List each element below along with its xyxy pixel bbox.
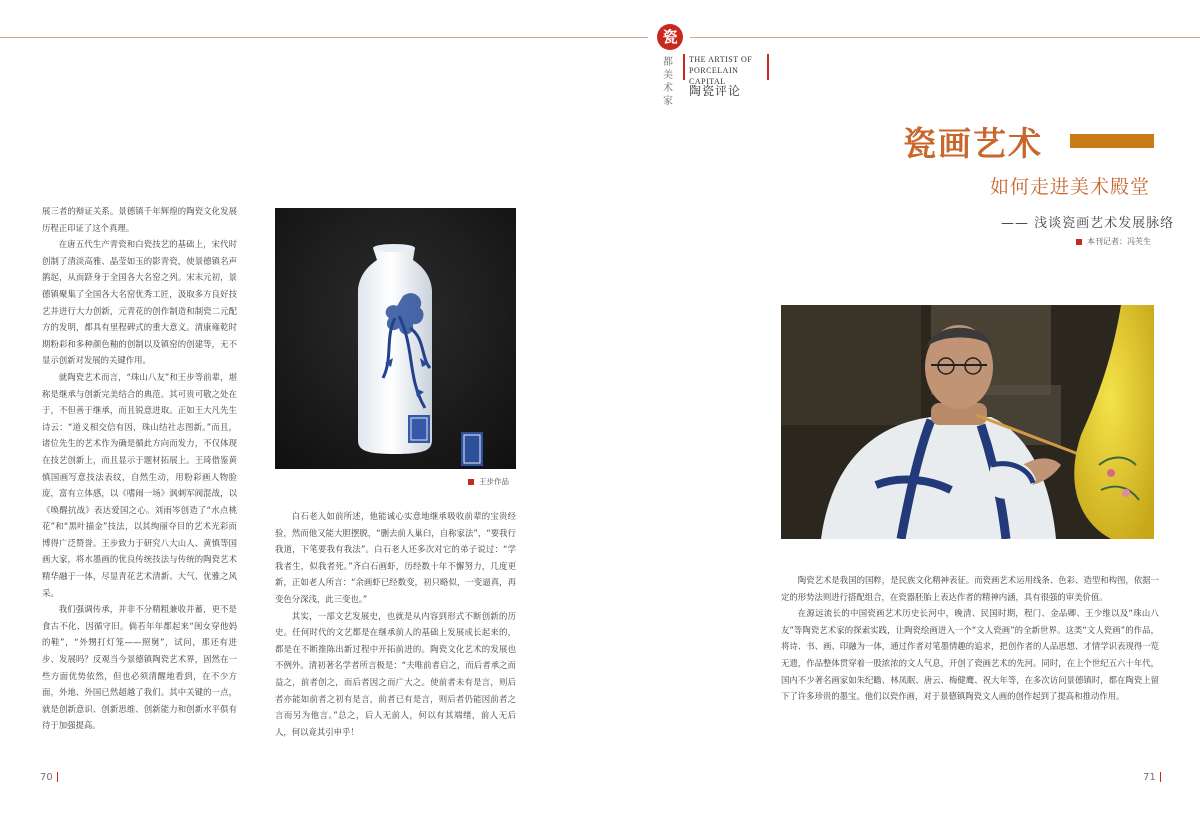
- article-title: 瓷画艺术: [903, 124, 1043, 163]
- page-number-left: 70: [40, 772, 62, 783]
- vase-photo: [275, 208, 516, 469]
- caption-square-icon: [468, 479, 474, 485]
- reporter-byline: 本刊记者：冯芙生: [1076, 236, 1151, 247]
- col3-para-2: 在源远流长的中国瓷画艺术历史长河中，晚清、民国时期，程门、金品卿、王少维以及“珠山八友”等陶瓷艺术家的探索实践，让陶瓷绘画进入一个“文人瓷画”的全新世界。这类“文人瓷画”的作品，将诗、书、画、印融为一体，通过作者对笔墨情趣的追求，把创作者的人品思想、才情学识表现得一览无遗，作品整体贯穿着一股浓浓的文人气息，开创了瓷画艺术的先河。同时，在上个世纪五六十年代，国内不少著名画家如朱纪瞻、林凤眠、唐云、梅健鹰、祝大年等，在多次访问景德镇时，都在陶瓷上留下了许多珍贵的墨宝。他们以瓷作画，对于景德镇陶瓷文人画的创作起到了提高和推动作用。: [781, 608, 1159, 702]
- brand-english-line2: PORCELAIN CAPITAL: [689, 66, 739, 86]
- page-number-right: 71: [1143, 772, 1165, 783]
- article-subsubtitle: —— 浅谈瓷画艺术发展脉络: [1001, 216, 1175, 231]
- col2-para-1: 白石老人如前所述，他能诚心实意地继承吸收前辈的宝贵经验，然而他又能大胆摆脱，“删去前人巢臼，自称家法”，“要我行我道，下笔要我有我法”。白石老人还多次对它的弟子说过：“学我者生，似我者死。”齐白石画虾，历经数十年不懈努力，几度更新，正如老人所言：“余画虾已经数变，初只略似，一变逼真，再变色分深浅，此三变也。”: [275, 511, 516, 604]
- blue-white-vase-illustration: [275, 208, 516, 469]
- section-label: 陶瓷评论: [689, 84, 742, 98]
- artist-painting-vase-illustration: [781, 305, 1154, 539]
- page-number-mark: [57, 772, 58, 782]
- header-rule-left: [0, 37, 648, 38]
- article-subtitle: 如何走进美术殿堂: [990, 176, 1151, 198]
- col3-para-1: 陶瓷艺术是我国的国粹，是民族文化精神表征。而瓷画艺术运用线条、色彩、造型和构图，依据一定的形势法则进行搭配组合，在瓷器胚胎上表达作者的精神内涵，具有很强的审美价值。: [781, 575, 1159, 602]
- artist-painting-photo: [781, 305, 1154, 539]
- column-1: [42, 203, 237, 734]
- col2-para-2: 其实，一部文艺发展史，也就是从内容到形式不断创新的历史。任何时代的文艺都是在继承前人的基础上发展成长起来的，都是在不断推陈出新过程中开拓前进的。陶瓷文化艺术的发展也不例外。清初著名学者所言极是：“夫唯前者启之，而后者承之而益之，前者创之，而后者因之而广大之。使前者未有是言，则后者亦能如前者之初有是言，前者已有是言，则后者仍能因前者之言而另为他言。”总之，后人无前人，何以有其端绪，前人无后人，何以竟其引申乎！: [275, 610, 516, 737]
- vase-caption: 王步作品: [468, 476, 509, 487]
- vertical-masthead: 都 美 术 家: [663, 57, 673, 107]
- page-number-mark: [1160, 772, 1161, 782]
- byline-square-icon: [1076, 239, 1082, 245]
- magazine-seal: 瓷: [657, 24, 683, 50]
- col1-para-3: 就陶瓷艺术而言，“珠山八友”和王步等前辈，堪称是继承与创新完美结合的典范。其可贵可敬之处在于，不但善于继承，而且锐意进取。正如王大凡先生诗云：“道义相交信有因，珠山结社志图新。”而且，诸位先生的艺术作为确是循此方向而发力，不仅体现在技艺创新上，而且显示于题材拓展上。王琦借鉴黄慎国画写意技法表纹，自然生动，用粉彩画人物脸庞，富有立体感，以《嗜闹一场》讽刺军阀混战，以《唤醒抗战》表达爱国之心。刘雨岑创造了“水点桃花”和“黑叶描金”技法，以其绚丽夺目的艺术光彩而博得广泛赞誉。王步致力于研究八大山人、黄慎等国画大家，将水墨画的优良传统技法与传统的陶瓷艺术精华融于一体，尽显青花艺术清新、大气、优雅之风采。: [42, 371, 237, 598]
- title-accent-bar: [1070, 134, 1154, 148]
- header-rule-right: [690, 37, 1200, 38]
- col1-para-1: 展三者的辩证关系。景德镇千年辉煌的陶瓷文化发展历程正印证了这个真理。: [42, 206, 237, 233]
- column-3: [781, 572, 1159, 705]
- brand-english-box: [683, 54, 769, 86]
- col1-para-2: 在唐五代生产青瓷和白瓷技艺的基础上，宋代时创制了清淡高雅、晶莹如玉的影青瓷，使景德镇名声鹊起，从而跻身于全国各大名窑之列。宋末元初，景德镇聚集了全国各大名窑优秀工匠，汲取多方良好技艺并进行大力创新，元青花的创作制造和制瓷二元配方的发明，都具有里程碑式的重大意义。清康雍乾时期粉彩和多种颜色釉的创制以及镇窑的创建等，无不显示创新对发展的关键作用。: [42, 239, 237, 366]
- col1-para-4: 我们强调传承，并非不分精粗兼收并蓄，更不是食古不化、因循守旧。倘若年年都起来“闺女穿他妈的鞋”，“外甥打灯笼——照舅”，试问，那还有进步、发展吗？反观当今景德镇陶瓷艺术界，固然在一些方面优势依然，但也必须清醒地看到，在不少方面，外地、外国已然超越了我们。其中关键的一点，就是创新意识、创新思维、创新能力和创新水平俱有待于加强提高。: [42, 604, 237, 731]
- column-2: [275, 508, 516, 740]
- brand-english-line1: THE ARTIST OF: [689, 55, 753, 64]
